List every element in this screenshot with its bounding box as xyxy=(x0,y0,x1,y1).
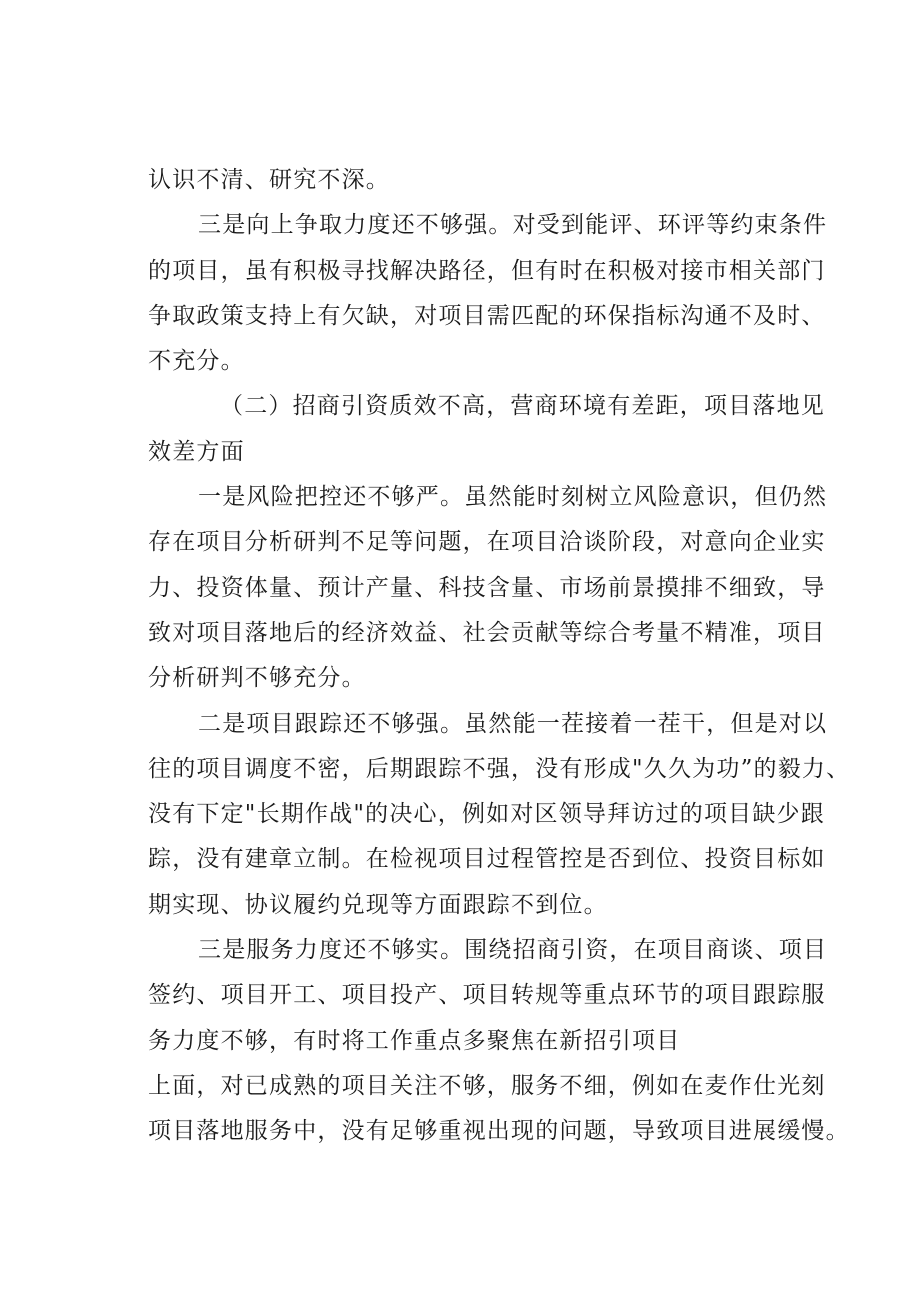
text-line: 往的项目调度不密，后期跟踪不强，没有形成"久久为功”的毅力、 xyxy=(148,755,851,782)
text-line: 存在项目分析研判不足等问题，在项目洽谈阶段，对意向企业实 xyxy=(148,529,826,556)
section-heading-line: （二）招商引资质效不高，营商环境有差距，项目落地见 xyxy=(220,393,825,420)
paragraph-start-line: 一是风险把控还不够严。虽然能时刻树立风险意识，但仍然 xyxy=(198,484,828,511)
text-line: 项目落地服务中，没有足够重视出现的问题，导致项目进展缓慢。 xyxy=(148,1118,850,1145)
text-line: 签约、项目开工、项目投产、项目转规等重点环节的项目跟踪服 xyxy=(148,982,826,1009)
text-line: 不充分。 xyxy=(148,348,245,375)
section-heading-line: 效差方面 xyxy=(148,438,245,465)
text-line: 踪，没有建章立制。在检视项目过程管控是否到位、投资目标如 xyxy=(148,846,826,873)
document-body xyxy=(148,158,851,1155)
text-line: 致对项目落地后的经济效益、社会贡献等综合考量不精准，项目 xyxy=(148,619,826,646)
text-line: 务力度不够，有时将工作重点多聚焦在新招引项目 xyxy=(148,1027,681,1054)
paragraph-start-line: 三是向上争取力度还不够强。对受到能评、环评等约束条件 xyxy=(198,212,828,239)
text-line: 期实现、协议履约兑现等方面跟踪不到位。 xyxy=(148,891,608,918)
paragraph-start-line: 二是项目跟踪还不够强。虽然能一茬接着一茬干，但是对以 xyxy=(198,710,828,737)
text-line: 争取政策支持上有欠缺，对项目需匹配的环保指标沟通不及时、 xyxy=(148,302,826,329)
text-line: 没有下定"长期作战"的决心，例如对区领导拜访过的项目缺少跟 xyxy=(148,801,825,828)
text-line: 上面，对已成熟的项目关注不够，服务不细，例如在麦作仕光刻 xyxy=(148,1072,826,1099)
text-line: 分析研判不够充分。 xyxy=(148,665,366,692)
text-line: 的项目，虽有积极寻找解决路径，但有时在积极对接市相关部门 xyxy=(148,257,826,284)
paragraph-start-line: 三是服务力度还不够实。围绕招商引资，在项目商谈、项目 xyxy=(198,937,828,964)
text-line: 认识不清、研究不深。 xyxy=(148,167,390,193)
text-line: 力、投资体量、预计产量、科技含量、市场前景摸排不细致，导 xyxy=(148,574,826,601)
